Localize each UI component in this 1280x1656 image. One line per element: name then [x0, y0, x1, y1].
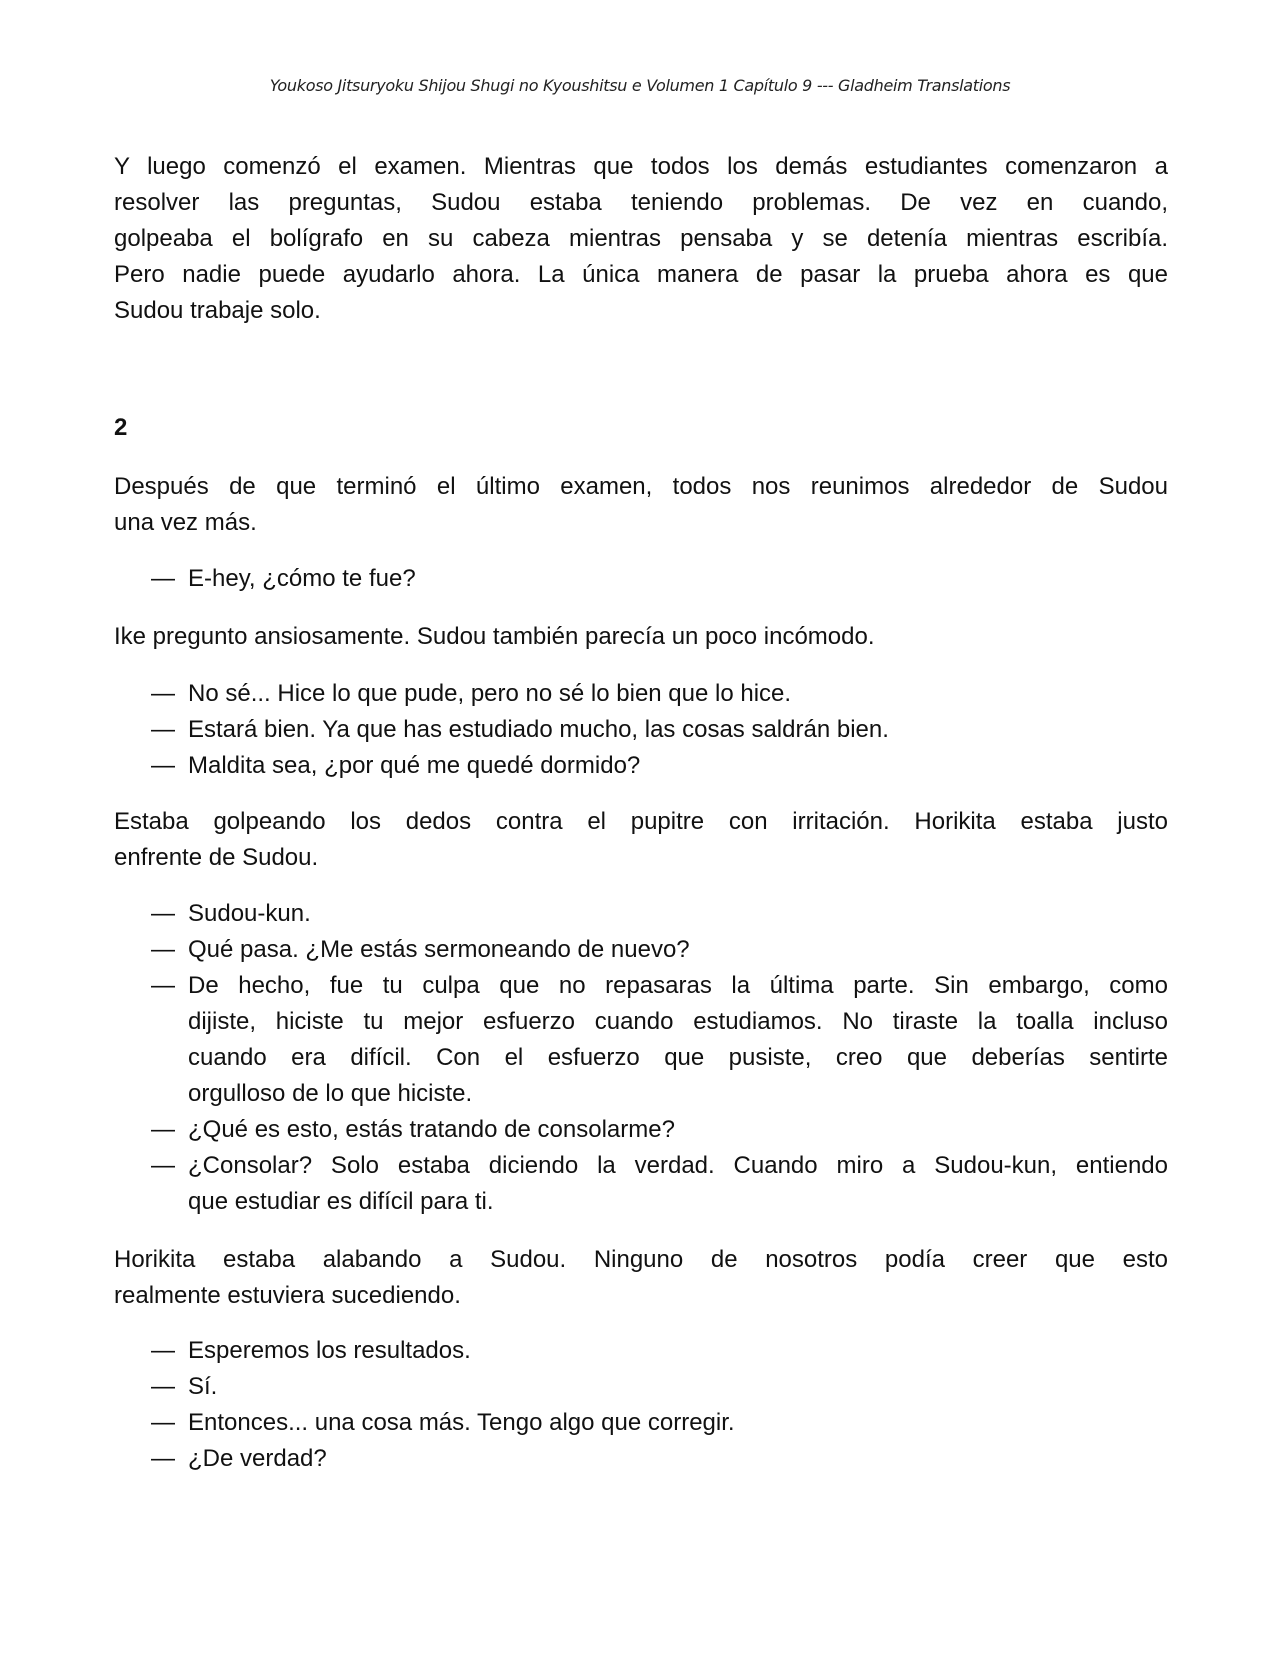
text-line: dijiste, hiciste tu mejor esfuerzo cuando estudiamos. No tiraste la toalla incluso: [188, 1008, 1168, 1035]
text-line: Sudou trabaje solo.: [114, 297, 321, 324]
text-line: Pero nadie puede ayudarlo ahora. La única manera de pasar la prueba ahora es que: [114, 261, 1168, 288]
dialogue-line: [114, 932, 1168, 968]
text-line: Qué pasa. ¿Me estás sermoneando de nuevo?: [188, 936, 690, 963]
paragraph: [114, 804, 1168, 876]
em-dash: —: [151, 1409, 175, 1436]
dialogue-line: [114, 748, 1168, 784]
text-line: que estudiar es difícil para ti.: [188, 1188, 494, 1215]
text-line: No sé... Hice lo que pude, pero no sé lo bien que lo hice.: [188, 680, 792, 707]
em-dash: —: [151, 716, 175, 743]
text-line: Después de que terminó el último examen, todos nos reunimos alrededor de Sudou: [114, 473, 1168, 500]
dialogue-line: [114, 676, 1168, 712]
text-line: ¿Qué es esto, estás tratando de consolarme?: [188, 1116, 675, 1143]
dialogue-line: [114, 1369, 1168, 1405]
text-line: cuando era difícil. Con el esfuerzo que pusiste, creo que deberías sentirte: [188, 1044, 1168, 1071]
text-line: orgulloso de lo que hiciste.: [188, 1080, 473, 1107]
text-line: realmente estuviera sucediendo.: [114, 1282, 461, 1309]
text-line: golpeaba el bolígrafo en su cabeza mientras pensaba y se detenía mientras escribía.: [114, 225, 1168, 252]
em-dash: —: [151, 972, 175, 999]
text-line: Estará bien. Ya que has estudiado mucho, las cosas saldrán bien.: [188, 716, 889, 743]
text-line: una vez más.: [114, 509, 257, 536]
dialogue-line: [114, 1405, 1168, 1441]
running-header: Youkoso Jitsuryoku Shijou Shugi no Kyoushitsu e Volumen 1 Capítulo 9 --- Gladheim Translations: [269, 76, 1011, 95]
dialogue-block: [114, 676, 1168, 784]
em-dash: —: [151, 936, 175, 963]
text-line: Y luego comenzó el examen. Mientras que todos los demás estudiantes comenzaron a: [114, 153, 1168, 180]
text-line: resolver las preguntas, Sudou estaba teniendo problemas. De vez en cuando,: [114, 189, 1168, 216]
paragraph: [114, 149, 1168, 329]
em-dash: —: [151, 1373, 175, 1400]
dialogue-line: [114, 712, 1168, 748]
em-dash: —: [151, 752, 175, 779]
text-line: De hecho, fue tu culpa que no repasaras la última parte. Sin embargo, como: [188, 972, 1168, 999]
dialogue-line: [114, 1148, 1168, 1220]
em-dash: —: [151, 1152, 175, 1179]
dialogue-block: [114, 896, 1168, 1220]
text-line: Horikita estaba alabando a Sudou. Ninguno de nosotros podía creer que esto: [114, 1246, 1168, 1273]
em-dash: —: [151, 1116, 175, 1143]
text-line: enfrente de Sudou.: [114, 844, 319, 871]
text-line: Entonces... una cosa más. Tengo algo que corregir.: [188, 1409, 735, 1436]
dialogue-line: [114, 1441, 1168, 1477]
dialogue-line: [114, 561, 1168, 597]
text-line: E-hey, ¿cómo te fue?: [188, 565, 416, 592]
text-line: 2: [114, 414, 128, 441]
dialogue-line: [114, 1333, 1168, 1369]
em-dash: —: [151, 565, 175, 592]
text-line: Sudou-kun.: [188, 900, 311, 927]
text-line: Sí.: [188, 1373, 218, 1400]
text-line: Ike pregunto ansiosamente. Sudou también parecía un poco incómodo.: [114, 623, 875, 650]
paragraph: [114, 619, 1168, 655]
text-line: ¿Consolar? Solo estaba diciendo la verdad. Cuando miro a Sudou-kun, entiendo: [188, 1152, 1168, 1179]
em-dash: —: [151, 1445, 175, 1472]
dialogue-line: [114, 1112, 1168, 1148]
paragraph: [114, 469, 1168, 541]
section-heading: [114, 410, 1168, 446]
text-line: Esperemos los resultados.: [188, 1337, 471, 1364]
text-line: Maldita sea, ¿por qué me quedé dormido?: [188, 752, 641, 779]
em-dash: —: [151, 680, 175, 707]
dialogue-line: [114, 968, 1168, 1112]
paragraph: [114, 1242, 1168, 1314]
dialogue-block: [114, 561, 1168, 597]
em-dash: —: [151, 1337, 175, 1364]
text-line: Estaba golpeando los dedos contra el pupitre con irritación. Horikita estaba justo: [114, 808, 1168, 835]
dialogue-block: [114, 1333, 1168, 1477]
text-line: ¿De verdad?: [188, 1445, 327, 1472]
em-dash: —: [151, 900, 175, 927]
dialogue-line: [114, 896, 1168, 932]
